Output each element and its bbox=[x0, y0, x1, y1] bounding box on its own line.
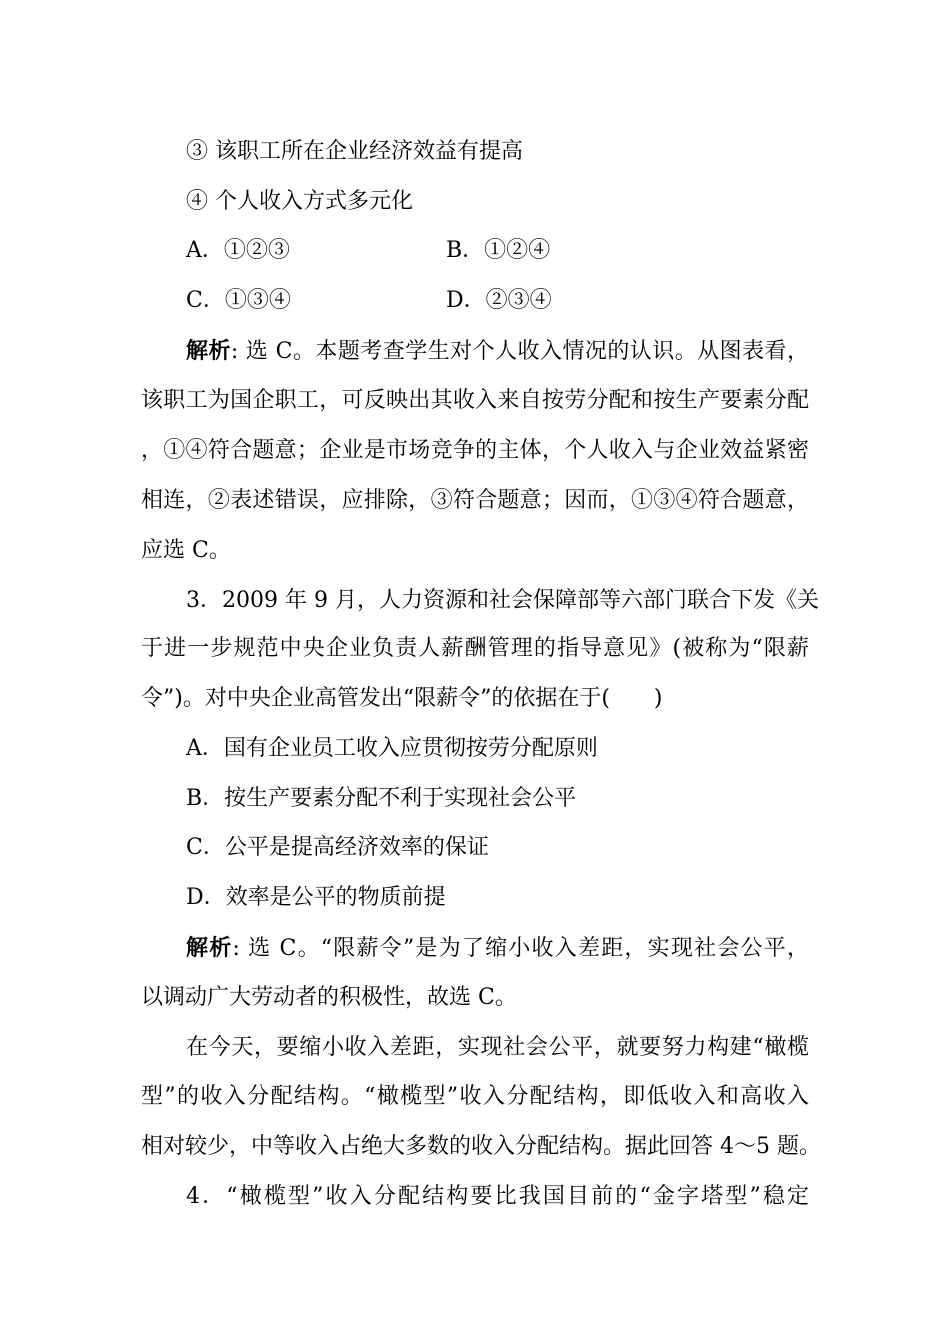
q2-analysis-line-2: 该职工为国企职工，可反映出其收入来自按劳分配和按生产要素分配 bbox=[141, 388, 809, 413]
q2-option-c: C．①③④ bbox=[186, 288, 291, 313]
q3-analysis-line-1 bbox=[186, 933, 809, 964]
q3-stem-line-1: 3．2009 年 9 月，人力资源和社会保障部等六部门联合下发《关 bbox=[186, 588, 819, 613]
q2-analysis-line-4: 相连，②表述错误，应排除，③符合题意；因而，①③④符合题意， bbox=[141, 488, 809, 513]
q3-analysis-line-2: 以调动广大劳动者的积极性，故选 C。 bbox=[141, 985, 517, 1010]
q2-item-3: ③ 该职工所在企业经济效益有提高 bbox=[186, 139, 523, 164]
q3-analysis-text-1: : 选 C。“限薪令”是为了缩小收入差距，实现社会公平， bbox=[232, 936, 809, 961]
q2-analysis-label: 解析 bbox=[186, 338, 231, 364]
q3-option-c: C．公平是提高经济效率的保证 bbox=[186, 835, 489, 860]
q2-analysis-line-5: 应选 C。 bbox=[141, 538, 231, 563]
q2-option-b: B．①②④ bbox=[446, 238, 551, 263]
q3-analysis-label: 解析 bbox=[186, 935, 233, 961]
q2-option-d: D．②③④ bbox=[446, 288, 552, 313]
q2-option-a: A．①②③ bbox=[186, 238, 290, 263]
q3-option-d: D．效率是公平的物质前提 bbox=[186, 885, 446, 910]
q3-option-a: A．国有企业员工收入应贯彻按劳分配原则 bbox=[186, 736, 598, 761]
q3-stem-line-2: 于进一步规范中央企业负责人薪酬管理的指导意见》(被称为“限薪 bbox=[141, 636, 809, 661]
q2-analysis-line-3: ，①④符合题意；企业是市场竞争的主体，个人收入与企业效益紧密 bbox=[141, 438, 809, 463]
q2-analysis-text-1: : 选 C。本题考查学生对个人收入情况的认识。从图表看， bbox=[230, 339, 809, 364]
passage-line-3: 相对较少，中等收入占绝大多数的收入分配结构。据此回答 4～5 题。 bbox=[141, 1134, 821, 1159]
q3-stem-line-3: 令”)。对中央企业高管发出“限薪令”的依据在于( ) bbox=[141, 686, 663, 711]
q2-analysis-line-1 bbox=[186, 336, 809, 367]
passage-line-2: 型”的收入分配结构。“橄榄型”收入分配结构，即低收入和高收入 bbox=[141, 1084, 809, 1109]
passage-line-1: 在今天，要缩小收入差距，实现社会公平，就要努力构建“橄榄 bbox=[186, 1035, 809, 1060]
q2-item-4: ④ 个人收入方式多元化 bbox=[186, 189, 413, 214]
q4-stem-line-1: 4．“橄榄型”收入分配结构要比我国目前的“金字塔型”稳定 bbox=[186, 1184, 809, 1209]
q3-option-b: B．按生产要素分配不利于实现社会公平 bbox=[186, 786, 577, 811]
